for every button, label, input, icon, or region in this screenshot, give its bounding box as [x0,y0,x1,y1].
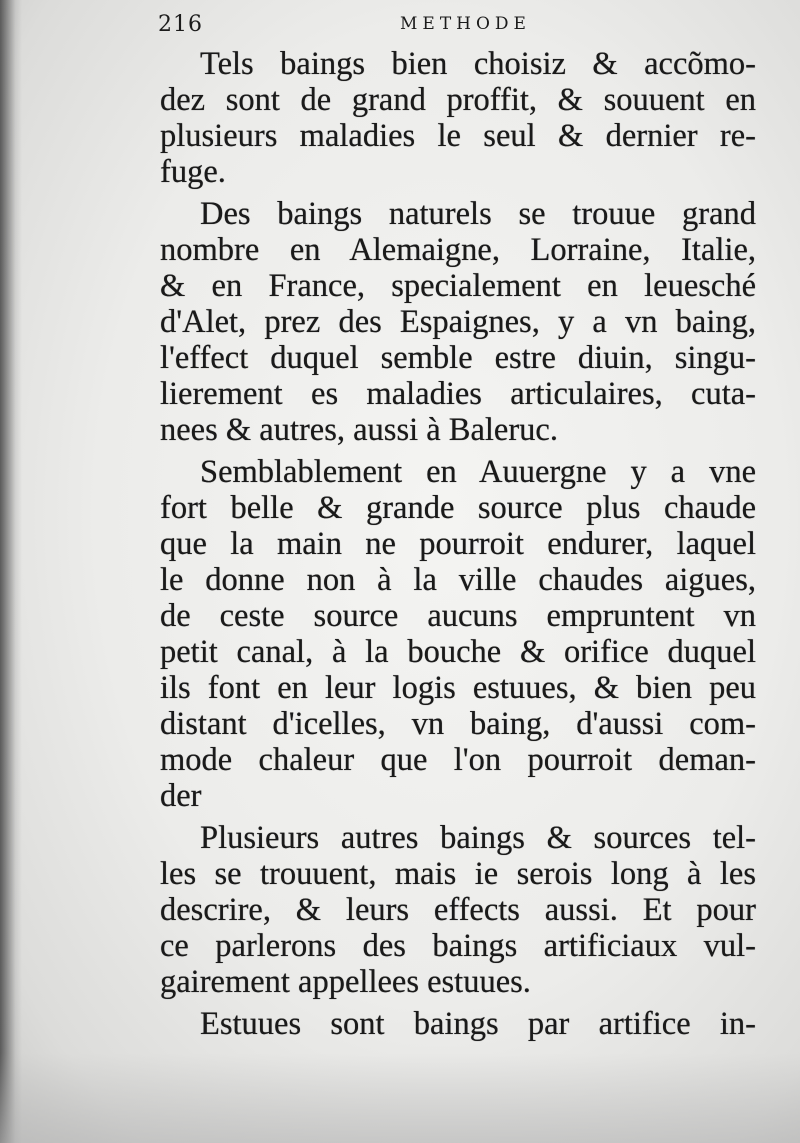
text-line: fort belle & grande source plus chaude [160,490,756,526]
binding-shadow [0,0,22,1143]
text-line: nees & autres, aussi à Baleruc. [160,412,558,448]
text-line: mode chaleur que l'on pourroit deman- [160,742,756,778]
text-line: de ceste source aucuns empruntent vn [160,598,756,634]
text-line: que la main ne pourroit endurer, laquel [160,526,756,562]
text-line: d'Alet, prez des Espaignes, y a vn baing, [160,304,756,340]
text-line: descrire, & leurs effects aussi. Et pour [160,892,756,928]
text-line: Tels baings bien choisiz & accõmo- [200,46,756,82]
text-line: Plusieurs autres baings & sources tel- [200,820,756,856]
text-line: l'effect duquel semble estre diuin, singu- [160,340,756,376]
text-line: gairement appellees estuues. [160,964,531,1000]
text-line: & en France, specialement en leuesché [160,268,756,304]
text-line: Des baings naturels se trouue grand [200,196,756,232]
body-text [160,46,756,1042]
page-header [158,12,758,42]
text-line: ils font en leur logis estuues, & bien peu [160,670,756,706]
text-line: nombre en Alemaigne, Lorraine, Italie, [160,232,756,268]
text-line: der [160,778,202,814]
text-line: distant d'icelles, vn baing, d'aussi com- [160,706,756,742]
text-line: fuge. [160,154,226,190]
text-line: ce parlerons des baings artificiaux vul- [160,928,756,964]
running-head: METHODE [400,14,531,34]
page-bottom-shade [0,1053,800,1143]
text-line: le donne non à la ville chaudes aigues, [160,562,756,598]
page-number: 216 [158,12,203,37]
text-line: dez sont de grand proffit, & souuent en [160,82,756,118]
text-line: plusieurs maladies le seul & dernier re- [160,118,756,154]
text-line: petit canal, à la bouche & orifice duquel [160,634,756,670]
text-line: Estuues sont baings par artifice in- [200,1006,756,1042]
text-line: Semblablement en Auuergne y a vne [200,454,756,490]
text-line: les se trouuent, mais ie serois long à les [160,856,756,892]
text-line: lierement es maladies articulaires, cuta- [160,376,756,412]
